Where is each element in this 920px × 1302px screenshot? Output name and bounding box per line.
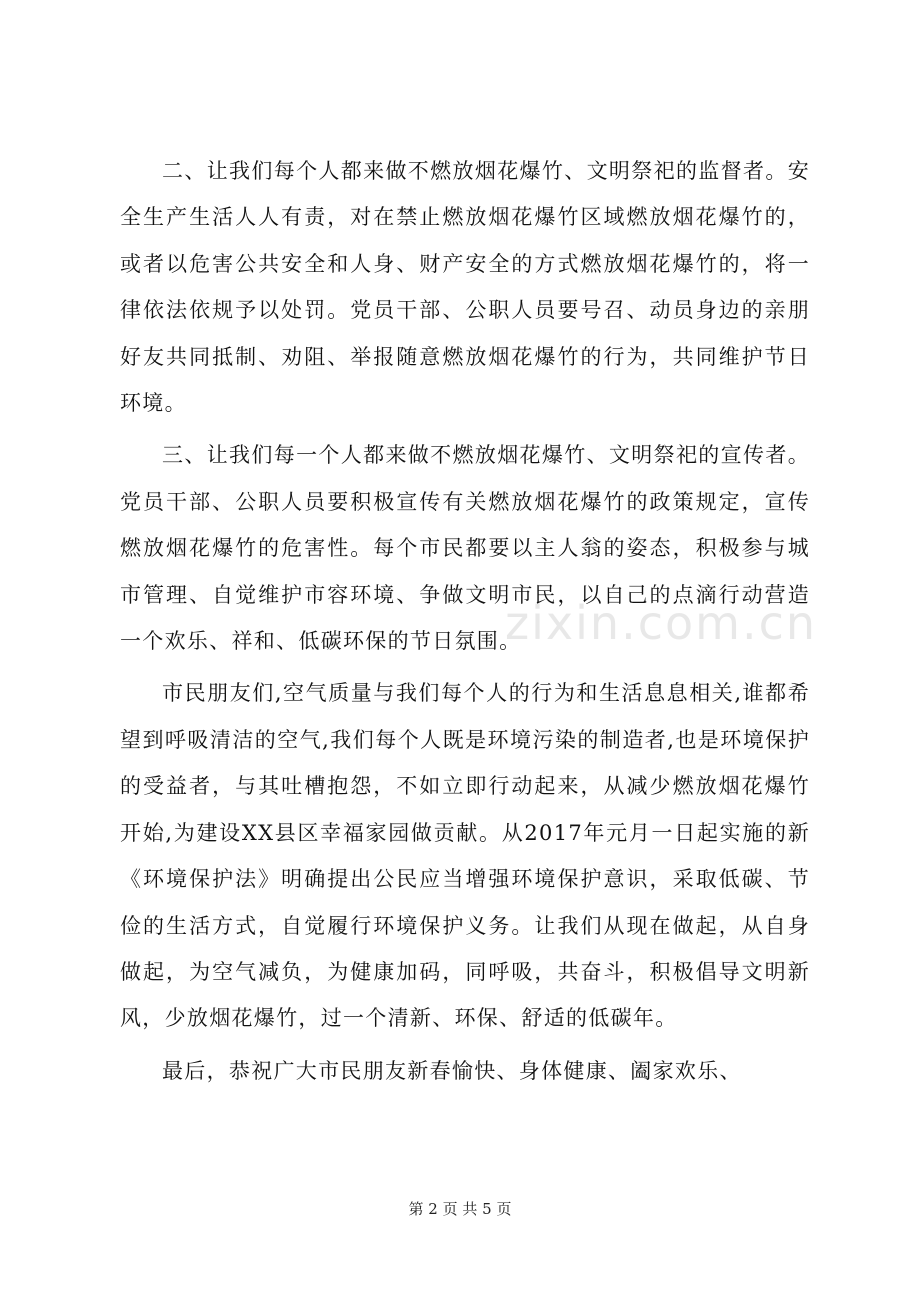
watermark: zixin.com.cn [505, 596, 818, 650]
paragraph-supervisor: 二、让我们每个人都来做不燃放烟花爆竹、文明祭祀的监督者。安全生产生活人人有责，对在禁止燃放烟花爆竹区域燃放烟花爆竹的，或者以危害公共安全和人身、财产安全的方式燃放烟花爆竹的，将一律依法依规予以处罚。党员干部、公职人员要号召、动员身边的亲朋好友共同抵制、劝阻、举报随意燃放烟花爆竹的行为，共同维护节日环境。 [120, 159, 810, 416]
page-number-footer: 第 2 页 共 5 页 [408, 1200, 512, 1218]
paragraph-promoter: 三、让我们每一个人都来做不燃放烟花爆竹、文明祭祀的宣传者。党员干部、公职人员要积极宣传有关燃放烟花爆竹的政策规定，宣传燃放烟花爆竹的危害性。每个市民都要以主人翁的姿态，积极参与城市管理、自觉维护市容环境、争做文明市民，以自己的点滴行动营造一个欢乐、祥和、低碳环保的节日氛围。 [120, 443, 810, 654]
paragraph-citizens: 市民朋友们,空气质量与我们每个人的行为和生活息息相关,谁都希望到呼吸清洁的空气,我们每个人既是环境污染的制造者,也是环境保护的受益者，与其吐槽抱怨，不如立即行动起来，从减少燃放烟花爆竹开始,为建设XX县区幸福家园做贡献。从2017年元月一日起实施的新《环境保护法》明确提出公民应当增强环境保护意识，采取低碳、节俭的生活方式，自觉履行环境保护义务。让我们从现在做起，从自身做起，为空气减负，为健康加码，同呼吸，共奋斗，积极倡导文明新风，少放烟花爆竹，过一个清新、环保、舒适的低碳年。 [120, 681, 810, 1031]
document-body [120, 148, 810, 1100]
paragraph-closing: 最后，恭祝广大市民朋友新春愉快、身体健康、阖家欢乐、 [162, 1058, 742, 1083]
